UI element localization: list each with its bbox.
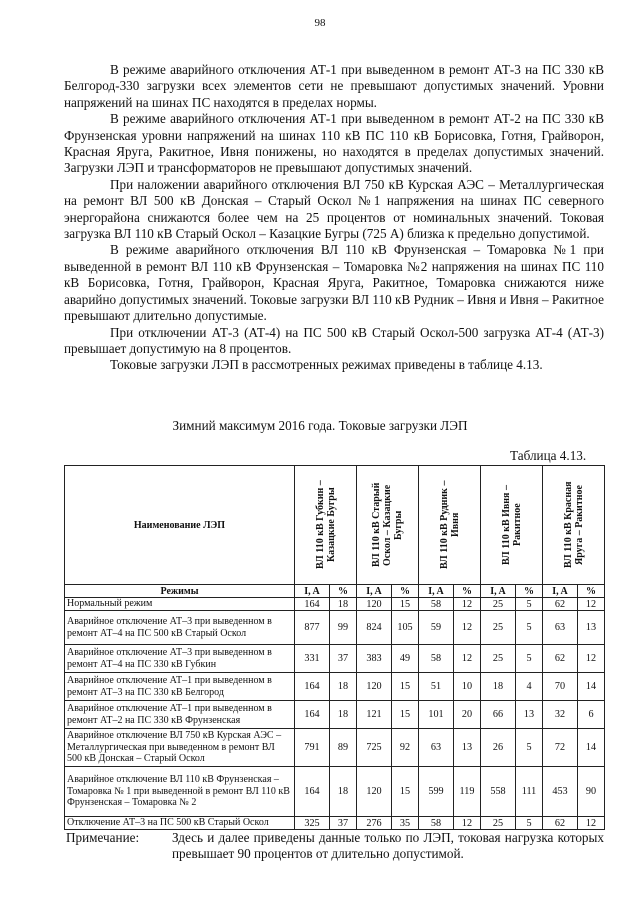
unit-current: I, A bbox=[357, 585, 392, 598]
unit-current: I, A bbox=[543, 585, 578, 598]
value-cell: 58 bbox=[419, 645, 454, 673]
value-cell: 10 bbox=[454, 673, 481, 701]
value-cell: 101 bbox=[419, 701, 454, 729]
paragraph-6: Токовые загрузки ЛЭП в рассмотренных режимах приведены в таблице 4.13. bbox=[110, 357, 543, 373]
value-cell: 13 bbox=[516, 701, 543, 729]
paragraph-3: При наложении аварийного отключения ВЛ 750 кВ Курская АЭС – Металлургическая на ремонт ВЛ 500 кВ Донская – Старый Оскол №1 напряжения на шинах ПС северного энергорайона снижаются более чем на 25 процентов от номинальных значений. Токовая загрузка ВЛ 110 кВ Старый Оскол – Казацкие Бугры (725 А) близка к предельно допустимой. bbox=[64, 176, 604, 242]
unit-current: I, A bbox=[481, 585, 516, 598]
value-cell: 63 bbox=[543, 611, 578, 645]
table-row bbox=[65, 701, 605, 729]
value-cell: 383 bbox=[357, 645, 392, 673]
mode-cell: Аварийное отключение АТ–3 при выведенном в ремонт АТ–4 на ПС 500 кВ Старый Оскол bbox=[65, 611, 295, 645]
value-cell: 32 bbox=[543, 701, 578, 729]
value-cell: 725 bbox=[357, 729, 392, 767]
value-cell: 276 bbox=[357, 817, 392, 830]
value-cell: 12 bbox=[578, 598, 605, 611]
value-cell: 164 bbox=[295, 701, 330, 729]
mode-cell: Аварийное отключение АТ–1 при выведенном в ремонт АТ–2 на ПС 330 кВ Фрунзенская bbox=[65, 701, 295, 729]
value-cell: 58 bbox=[419, 817, 454, 830]
paragraph-2: В режиме аварийного отключения АТ-1 при выведенном в ремонт АТ-2 на ПС 330 кВ Фрунзенская уровни напряжений на шинах 110 кВ ПС 110 кВ Борисовка, Готня, Грайворон, Красная Яруга, Ракитное, Ивня понижены, но находятся в пределах допустимых значений. Загрузки ЛЭП и трансформаторов не превышают допустимых значений. bbox=[64, 111, 604, 176]
value-cell: 12 bbox=[578, 645, 605, 673]
value-cell: 824 bbox=[357, 611, 392, 645]
value-cell: 877 bbox=[295, 611, 330, 645]
line-header-5-text: ВЛ 110 кВ Красная Яруга – Ракитное bbox=[562, 481, 585, 569]
unit-percent: % bbox=[516, 585, 543, 598]
value-cell: 14 bbox=[578, 673, 605, 701]
value-cell: 25 bbox=[481, 645, 516, 673]
line-header-4 bbox=[481, 466, 543, 585]
value-cell: 62 bbox=[543, 598, 578, 611]
table-row bbox=[65, 767, 605, 817]
value-cell: 5 bbox=[516, 729, 543, 767]
modes-header: Режимы bbox=[65, 585, 295, 598]
value-cell: 15 bbox=[392, 701, 419, 729]
value-cell: 18 bbox=[330, 767, 357, 817]
value-cell: 18 bbox=[481, 673, 516, 701]
value-cell: 89 bbox=[330, 729, 357, 767]
line-header-4-text: ВЛ 110 кВ Ивня – Ракитное bbox=[500, 485, 523, 565]
paragraph-5: При отключении АТ-3 (АТ-4) на ПС 500 кВ Старый Оскол-500 загрузка АТ-4 (АТ-3) превышает допустимую на 8 процентов. bbox=[64, 324, 604, 356]
unit-current: I, A bbox=[295, 585, 330, 598]
line-header-1 bbox=[295, 466, 357, 585]
value-cell: 70 bbox=[543, 673, 578, 701]
value-cell: 6 bbox=[578, 701, 605, 729]
value-cell: 15 bbox=[392, 598, 419, 611]
value-cell: 13 bbox=[454, 729, 481, 767]
value-cell: 58 bbox=[419, 598, 454, 611]
value-cell: 49 bbox=[392, 645, 419, 673]
table-row bbox=[65, 673, 605, 701]
unit-percent: % bbox=[578, 585, 605, 598]
value-cell: 331 bbox=[295, 645, 330, 673]
value-cell: 164 bbox=[295, 598, 330, 611]
table-row bbox=[65, 817, 605, 830]
mode-cell: Аварийное отключение ВЛ 110 кВ Фрунзенская – Томаровка № 1 при выведенной в ремонт ВЛ 110 кВ Фрунзенская – Томаровка № 2 bbox=[65, 767, 295, 817]
value-cell: 120 bbox=[357, 767, 392, 817]
paragraph-1: В режиме аварийного отключения АТ-1 при выведенном в ремонт АТ-3 на ПС 330 кВ Белгород-330 загрузки всех элементов сети не превышают допустимых значений. Уровни напряжений на шинах ПС находятся в пределах нормы. bbox=[64, 62, 604, 110]
value-cell: 90 bbox=[578, 767, 605, 817]
value-cell: 20 bbox=[454, 701, 481, 729]
value-cell: 121 bbox=[357, 701, 392, 729]
value-cell: 25 bbox=[481, 817, 516, 830]
value-cell: 119 bbox=[454, 767, 481, 817]
value-cell: 12 bbox=[454, 611, 481, 645]
line-header-1-text: ВЛ 110 кВ Губкин – Казацкие Бугры bbox=[314, 480, 337, 570]
value-cell: 62 bbox=[543, 817, 578, 830]
value-cell: 14 bbox=[578, 729, 605, 767]
value-cell: 599 bbox=[419, 767, 454, 817]
value-cell: 72 bbox=[543, 729, 578, 767]
value-cell: 51 bbox=[419, 673, 454, 701]
value-cell: 37 bbox=[330, 645, 357, 673]
value-cell: 99 bbox=[330, 611, 357, 645]
value-cell: 12 bbox=[578, 817, 605, 830]
table-row bbox=[65, 598, 605, 611]
line-header-3 bbox=[419, 466, 481, 585]
value-cell: 791 bbox=[295, 729, 330, 767]
mode-cell: Аварийное отключение АТ–1 при выведенном в ремонт АТ–3 на ПС 330 кВ Белгород bbox=[65, 673, 295, 701]
value-cell: 5 bbox=[516, 645, 543, 673]
value-cell: 120 bbox=[357, 598, 392, 611]
value-cell: 37 bbox=[330, 817, 357, 830]
value-cell: 111 bbox=[516, 767, 543, 817]
body-text bbox=[64, 62, 604, 374]
value-cell: 12 bbox=[454, 645, 481, 673]
table-number-label: Таблица 4.13. bbox=[510, 448, 587, 463]
value-cell: 4 bbox=[516, 673, 543, 701]
value-cell: 15 bbox=[392, 767, 419, 817]
value-cell: 164 bbox=[295, 767, 330, 817]
value-cell: 12 bbox=[454, 598, 481, 611]
unit-percent: % bbox=[330, 585, 357, 598]
value-cell: 5 bbox=[516, 817, 543, 830]
paragraph-4: В режиме аварийного отключения ВЛ 110 кВ Фрунзенская – Томаровка №1 при выведенной в ремонт ВЛ 110 кВ Фрунзенская – Томаровка №2 напряжения на шинах ПС 110 кВ Борисовка, Готня, Грайворон, Красная Яруга, Ракитное, Томаровка снижаются ниже аварийно допустимых значений. Токовые загрузки ВЛ 110 кВ Рудник – Ивня и Ивня – Ракитное превышают длительно допустимые. bbox=[64, 242, 604, 324]
value-cell: 164 bbox=[295, 673, 330, 701]
line-header-5 bbox=[543, 466, 605, 585]
mode-cell: Аварийное отключение ВЛ 750 кВ Курская АЭС – Металлургическая при выведенном в ремонт ВЛ 500 кВ Донская – Старый Оскол bbox=[65, 729, 295, 767]
mode-cell: Аварийное отключение АТ–3 при выведенном в ремонт АТ–4 на ПС 330 кВ Губкин bbox=[65, 645, 295, 673]
table-row bbox=[65, 729, 605, 767]
value-cell: 105 bbox=[392, 611, 419, 645]
value-cell: 35 bbox=[392, 817, 419, 830]
mode-cell: Нормальный режим bbox=[65, 598, 295, 611]
value-cell: 63 bbox=[419, 729, 454, 767]
value-cell: 120 bbox=[357, 673, 392, 701]
value-cell: 62 bbox=[543, 645, 578, 673]
value-cell: 5 bbox=[516, 598, 543, 611]
unit-current: I, A bbox=[419, 585, 454, 598]
value-cell: 66 bbox=[481, 701, 516, 729]
value-cell: 12 bbox=[454, 817, 481, 830]
value-cell: 558 bbox=[481, 767, 516, 817]
value-cell: 453 bbox=[543, 767, 578, 817]
value-cell: 5 bbox=[516, 611, 543, 645]
value-cell: 92 bbox=[392, 729, 419, 767]
table-caption: Зимний максимум 2016 года. Токовые загрузки ЛЭП bbox=[172, 418, 468, 433]
line-name-header: Наименование ЛЭП bbox=[65, 466, 295, 585]
table-row bbox=[65, 611, 605, 645]
unit-percent: % bbox=[392, 585, 419, 598]
value-cell: 325 bbox=[295, 817, 330, 830]
value-cell: 18 bbox=[330, 673, 357, 701]
line-loads-table bbox=[64, 465, 605, 830]
line-header-2-text: ВЛ 110 кВ Старый Оскол – Казацкие Бугры bbox=[371, 482, 404, 568]
table-row bbox=[65, 645, 605, 673]
value-cell: 26 bbox=[481, 729, 516, 767]
page-number: 98 bbox=[314, 17, 326, 29]
value-cell: 25 bbox=[481, 611, 516, 645]
note-text: Здесь и далее приведены данные только по ЛЭП, токовая нагрузка которых превышает 90 процентов от длительно допустимой. bbox=[172, 830, 604, 862]
note-label: Примечание: bbox=[66, 830, 140, 845]
value-cell: 15 bbox=[392, 673, 419, 701]
line-header-3-text: ВЛ 110 кВ Рудник – Ивня bbox=[438, 480, 461, 570]
value-cell: 18 bbox=[330, 701, 357, 729]
value-cell: 59 bbox=[419, 611, 454, 645]
value-cell: 13 bbox=[578, 611, 605, 645]
value-cell: 18 bbox=[330, 598, 357, 611]
value-cell: 25 bbox=[481, 598, 516, 611]
mode-cell: Отключение АТ–3 на ПС 500 кВ Старый Оскол bbox=[65, 817, 295, 830]
line-header-2 bbox=[357, 466, 419, 585]
unit-percent: % bbox=[454, 585, 481, 598]
